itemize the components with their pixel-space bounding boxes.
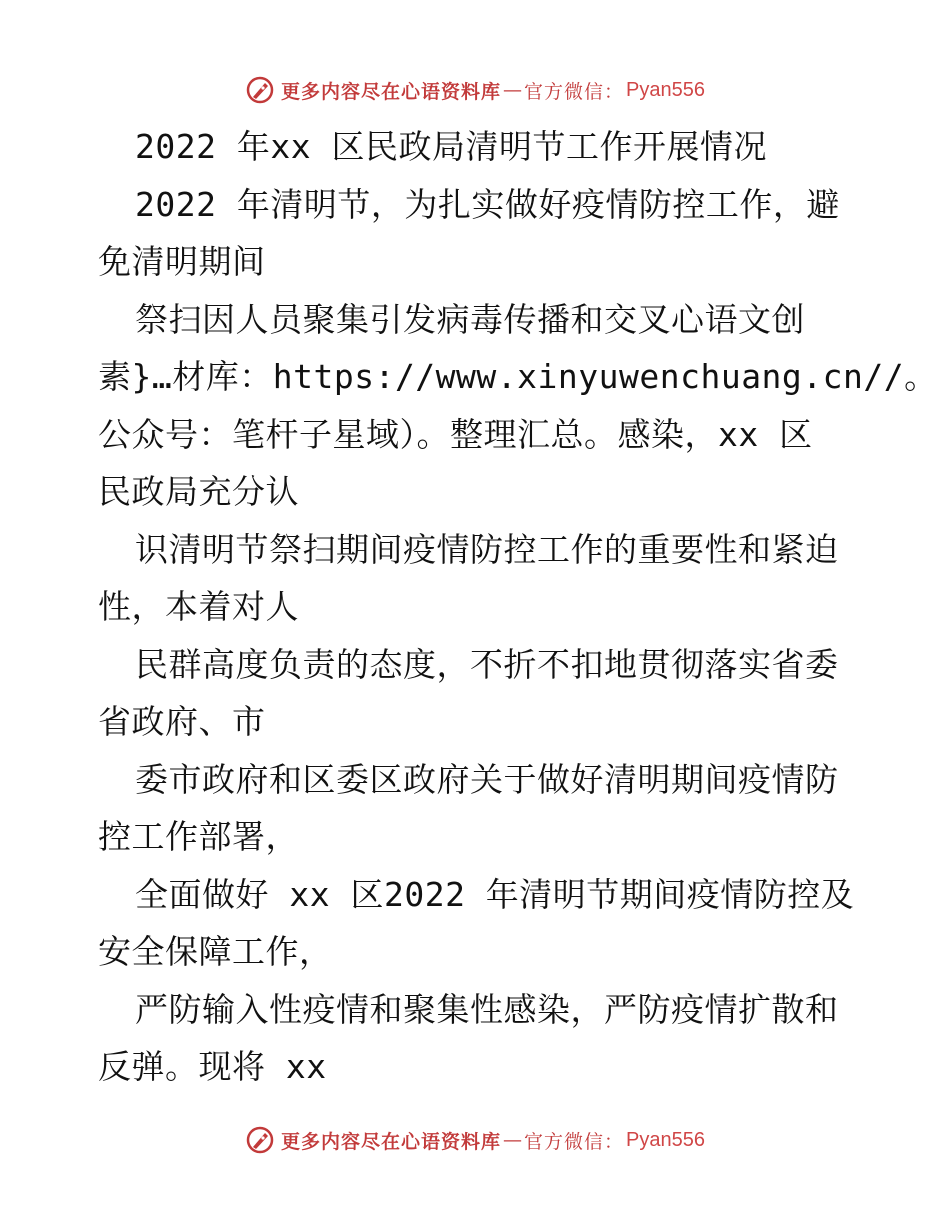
paragraph-line: 免清明期间	[98, 242, 266, 281]
paragraph-line: 反弹。现将 xx	[98, 1047, 327, 1086]
paragraph-line: 民政局充分认	[98, 472, 299, 511]
banner-wechat-handle: Pyan556	[626, 78, 705, 101]
paragraph-line: 控工作部署，	[98, 817, 299, 856]
banner-brand-text: 更多内容尽在心语资料库	[281, 1130, 502, 1153]
paragraph-line: 性，本着对人	[98, 587, 299, 626]
paragraph-line: 识清明节祭扫期间疫情防控工作的重要性和紧迫	[135, 529, 839, 569]
paragraph-line: 祭扫因人员聚集引发病毒传播和交叉心语文创	[135, 299, 805, 339]
paragraph-line: 素}…材库：https://www.xinyuwenchuang.cn//。	[98, 357, 938, 396]
paragraph-line: 公众号：笔杆子星域）。整理汇总。感染，xx 区	[98, 414, 813, 454]
paragraph-line: 2022 年清明节，为扎实做好疫情防控工作，避	[135, 184, 840, 224]
banner-brand-text: 更多内容尽在心语资料库	[281, 80, 502, 103]
paragraph-line: 安全保障工作，	[98, 932, 333, 971]
pen-nib-logo-icon	[245, 1125, 275, 1155]
header-banner	[0, 70, 950, 110]
document-title: 2022 年xx 区民政局清明节工作开展情况	[135, 127, 767, 166]
document-body	[98, 118, 938, 1096]
paragraph-line: 严防输入性疫情和聚集性感染，严防疫情扩散和	[135, 989, 839, 1029]
banner-official-label: 官方微信：	[524, 80, 625, 103]
paragraph-line: 全面做好 xx 区2022 年清明节期间疫情防控及	[135, 874, 855, 914]
footer-banner	[0, 1120, 950, 1160]
pen-nib-logo-icon	[245, 75, 275, 105]
banner-separator: —	[503, 79, 523, 101]
banner-wechat-handle: Pyan556	[626, 1128, 705, 1151]
paragraph-line: 委市政府和区委区政府关于做好清明期间疫情防	[135, 759, 839, 799]
banner-official-label: 官方微信：	[524, 1130, 625, 1153]
banner-separator: —	[503, 1129, 523, 1151]
paragraph-line: 民群高度负责的态度，不折不扣地贯彻落实省委	[135, 644, 839, 684]
paragraph-line: 省政府、市	[98, 702, 266, 741]
